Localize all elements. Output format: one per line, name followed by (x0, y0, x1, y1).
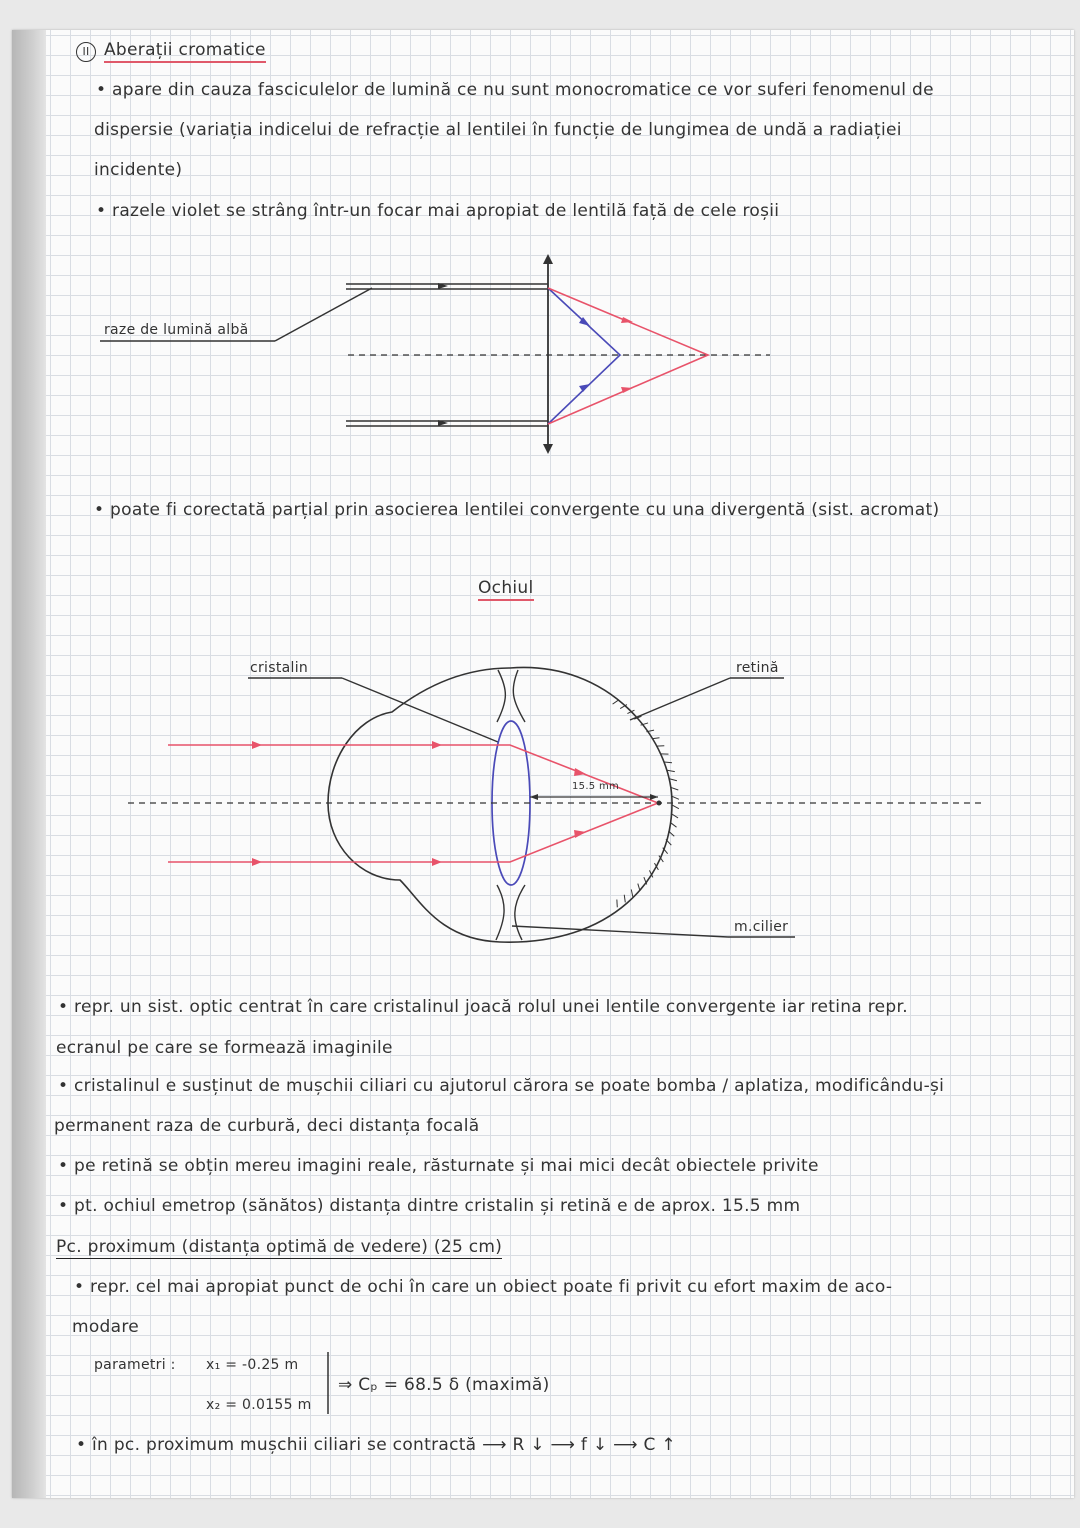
proximum-heading: Pc. proximum (distanța optimă de vedere) (25 cm) (56, 1237, 503, 1257)
eye-note-2: ecranul pe care se formează imaginile (56, 1038, 393, 1058)
aberatii-line-1: • apare din cauza fasciculelor de lumină ce nu sunt monocromatice ce vor suferi fenomenul de (96, 80, 934, 100)
distance-label: 15.5 mm (572, 781, 620, 792)
correction-line: • poate fi corectată parțial prin asocierea lentilei convergente cu una divergentă (sist. acromat) (94, 500, 940, 520)
eye-note-3: • cristalinul e susținut de mușchii ciliari cu ajutorul cărora se poate bomba / aplatiza, modificându-și (58, 1076, 945, 1096)
aberatii-line-4: • razele violet se strâng într-un focar mai apropiat de lentilă față de cele roșii (96, 201, 780, 221)
proximum-line-1: • repr. cel mai apropiat punct de ochi în care un obiect poate fi privit cu efort maxim de aco- (74, 1277, 893, 1297)
eye-note-4: permanent raza de curbură, deci distanța focală (54, 1116, 480, 1136)
white-light-label: raze de lumină albă (104, 322, 249, 338)
proximum-last-line: • în pc. proximum mușchii ciliari se contractă ⟶ R ↓ ⟶ f ↓ ⟶ C ↑ (76, 1435, 676, 1455)
aberatii-line-3: incidente) (94, 160, 183, 180)
eye-note-5: • pe retină se obțin mereu imagini reale, răsturnate și mai mici decât obiectele privite (58, 1156, 819, 1176)
power-result: ⇒ Cₚ = 68.5 δ (maximă) (338, 1375, 550, 1395)
section-number: II (76, 42, 96, 62)
parameter-x1: x₁ = -0.25 m (206, 1357, 299, 1373)
ochiul-title: Ochiul (478, 578, 534, 601)
parameters-label: parametri : (94, 1357, 176, 1373)
aberatii-line-2: dispersie (variația indicelui de refracție al lentilei în funcție de lungimea de undă a radiației (94, 120, 902, 140)
retina-label: retină (736, 660, 779, 676)
cristalin-label: cristalin (250, 660, 309, 676)
proximum-line-2: modare (72, 1317, 140, 1337)
eye-note-1: • repr. un sist. optic centrat în care cristalinul joacă rolul unei lentile convergente iar retina repr. (58, 997, 908, 1017)
ciliary-muscle-label: m.cilier (734, 919, 789, 935)
section-title: Aberații cromatice (104, 40, 266, 63)
eye-note-6: • pt. ochiul emetrop (sănătos) distanța dintre cristalin și retină e de aprox. 15.5 mm (58, 1196, 801, 1216)
parameter-x2: x₂ = 0.0155 m (206, 1397, 312, 1413)
